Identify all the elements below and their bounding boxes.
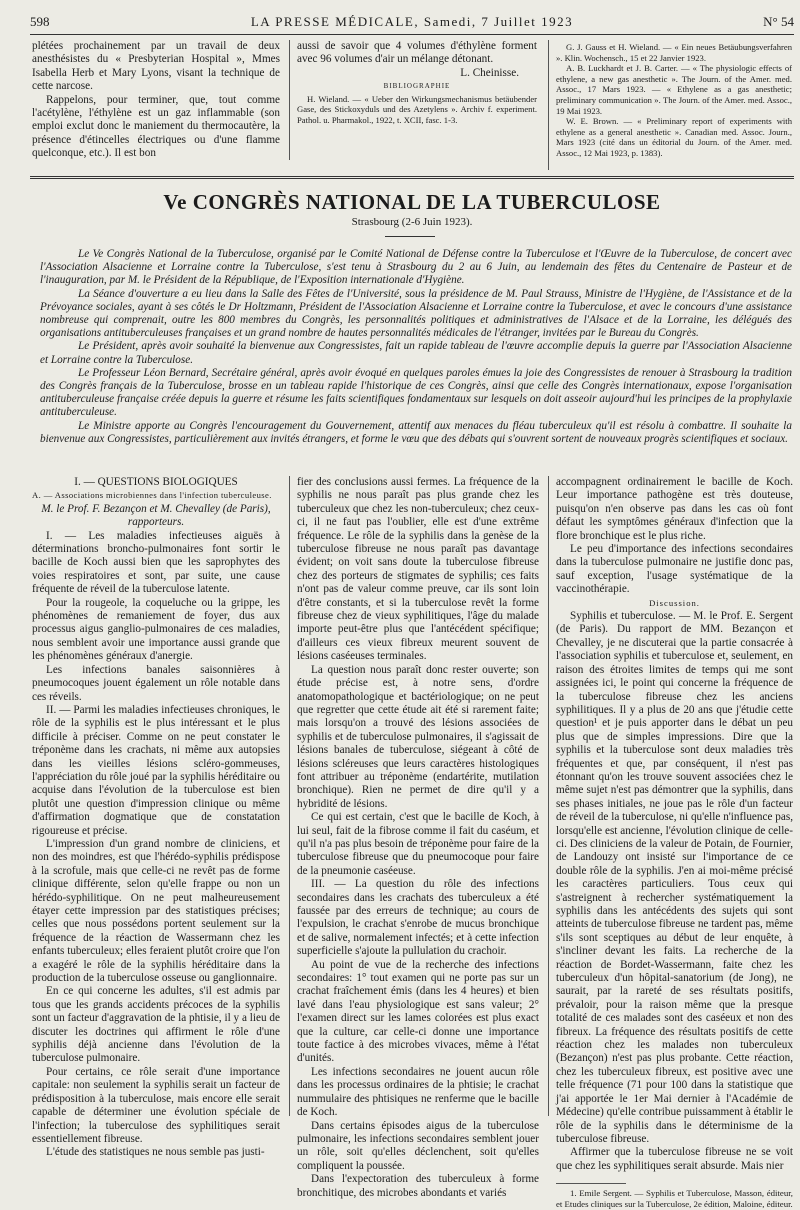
paragraph: Dans certains épisodes aigus de la tuberculose pulmonaire, les infections secondaires semblent jouer un rôle, soit qu'elles déclenchent, soit qu'elles compliquent la poussée. [297,1119,539,1172]
paragraph: accompagnent ordinairement le bacille de Koch. Leur importance pathogène est très douteuse, puisqu'on n'en observe pas dans les cas où font défaut les symptômes généraux d'infection que la flore bronchique est le plus riche. [556,476,793,542]
article-intro [40,248,792,446]
footnote: 1. Emile Sergent. — Syphilis et Tuberculose, Masson, éditeur, et Etudes cliniques sur la Tuberculose, 2e édition, Maloine, éditeur. [556,1188,793,1209]
section-heading: I. — QUESTIONS BIOLOGIQUES [74,476,238,488]
body-column-1 [32,476,280,1160]
paragraph: La question nous paraît donc rester ouverte; son étude précise est, à notre sens, d'ordre anatomopathologique et bactériologique; on ne peut que regretter que cette étude ait été si rarement faite; mais lorsqu'on a trouvé des lésions associées de syphilis et de tuberculose pulmonaires, il s'agissait de lésions banales de tuberculose, siégeant à côté de lésions scléreuses que leurs caractères histologiques font attribuer au tréponème (endartérite, mutilation bronchique). Rien ne permet de dire qu'il y a hybridité de lésions. [297,663,539,810]
subsection-heading: A. — Associations microbiennes dans l'infection tuberculeuse. [32,490,272,501]
column-divider [289,476,290,1116]
column-divider [548,476,549,1116]
paragraph: Le peu d'importance des infections secondaires dans la tuberculose pulmonaire ne justifie donc pas, sauf exception, l'usage systématique de la vaccinothérapie. [556,543,793,596]
paragraph: aussi de savoir que 4 volumes d'éthylène forment avec 96 volumes d'air un mélange détonant. [297,40,537,66]
issue-number: N° 54 [763,14,794,29]
intro-paragraph: Le Ministre apporte au Congrès l'encouragement du Gouvernement, attentif aux menaces du fléau tuberculeux qu'il est résolu à combattre. Il souhaite la bienvenue aux Congressistes, particulièrement aux invités étrangers, et forme le vœu que des débats qui s'ouvrent sortent de nouveaux progrès scientifiques et sociaux. [40,419,792,445]
intro-paragraph: Le Président, après avoir souhaité la bienvenue aux Congressistes, fait un rapide tableau de l'œuvre accomplie depuis la guerre par l'Association Alsacienne et Lorraine contre la Tuberculose. [40,340,792,366]
section-rule [30,176,794,179]
column-divider [548,40,549,170]
paragraph: Pour la rougeole, la coqueluche ou la grippe, les phénomènes de remaniement de foyer, dus aux processus aigus ganglio-pulmonaires de ces maladies, nous semblent avoir une importance aussi grande que les phénomènes généraux d'anergie. [32,596,280,663]
paragraph: Syphilis et tuberculose. — M. le Prof. E. Sergent (de Paris). Du rapport de MM. Bezançon et Chevalley, je ne discuterai que la partie consacrée à l'association syphilis et tuberculose et, seulement, en raison des étroites limites de temps qui me sont assignées ici, le point qui concerne la fréquence de la tuberculose fibreuse chez les anciens syphilitiques. Il y a plus de 20 ans que j'étudie cette question¹ et je puis apporter dans le débat un peu plus que de simples impressions. Dire que la syphilis et la tuberculose sont deux maladies très fréquentes et que, par conséquent, il n'est pas étonnant qu'on les trouve souvent associées chez le même sujet n'est pas démontrer que la syphilis, dans ses phases initiales, ne joue pas le rôle d'un facteur de réveil de la tuberculose, ni qu'elle n'influence pas, lorsqu'elle est ancienne, l'évolution clinique de celle-ci. Des cliniciens de la valeur de Potain, de Fournier, de Landouzy ont insisté sur l'importance de ce double rôle de la syphilis. J'en ai moi-même précisé les caractères particuliers. Tous ceux qui s'astreignent à rechercher systématiquement la syphilis dans les antécédents des sujets qui sont atteints de tuberculose fibreuse ne tardent pas, même s'ils sont sceptiques au début de leur enquête, à s'incliner devant les faits. La recherche de la réaction de Bordet-Wassermann, faite chez les tuberculeux d'un hôpital-sanatorium (de Jong), ne saurait, par la rareté de ses résultats positifs, prévaloir, pour la raison même que la presque totalité de ces malades sont des caséeux et non des fibreux. La fréquence des résultats positifs de cette réaction chez les malades non tuberculeux (Bezançon) n'est pas plus probante. Cette réaction, chez les tuberculeux fibreux, est positive avec une telle fréquence (71 pour 100 dans la statistique que j'ai apportée le 1er Mai dernier à l'Académie de Médecine) qu'elle contribue puissamment à établir le rôle de la syphilis dans le déterminisme de la tuberculose fibreuse. [556,610,793,1145]
top-column-3 [556,42,792,159]
paragraph: III. — La question du rôle des infections secondaires dans les crachats des tuberculeux a été faussée par des erreurs de technique; au cours de l'expulsion, le crachat s'enrobe de mucus bronchique et de salive, normalement infectés; et à cette infection superficielle s'ajoute la pullulation du crachoir. [297,878,539,958]
header-rule [30,34,794,35]
running-header [30,14,794,34]
bibliography-title: BIBLIOGRAPHIE [383,82,451,91]
paragraph: plétées prochainement par un travail de deux anesthésistes du « Presbyterian Hospital », Mmes Isabella Herb et Mary Lyons, visant la technique de cette narcose. [32,40,280,93]
body-column-2 [297,476,539,1200]
paragraph: Dans l'expectoration des tuberculeux à forme bronchitique, des microbes abondants et variés [297,1173,539,1199]
paragraph: L'étude des statistiques ne nous semble pas justi- [46,1146,265,1159]
rapporteurs: M. le Prof. F. Bezançon et M. Chevalley (de Paris), rapporteurs. [41,502,271,529]
footnote-rule [556,1183,626,1184]
article-subtitle: Strasbourg (2-6 Juin 1923). [351,216,473,228]
reference: W. E. Brown. — « Preliminary report of experiments with ethylene as a general anesthetic ». Canadian med. Assoc. Journ., Mars 1923 (cité dans un éditorial du Journ. of the Amer. med. Assoc., 12 Mai 1923, p. 1383). [556,116,792,158]
reference: G. J. Gauss et H. Wieland. — « Ein neues Betäubungsverfahren ». Klin. Wochensch., 15 et 22 Janvier 1923. [556,42,792,63]
journal-title: LA PRESSE MÉDICALE, Samedi, 7 Juillet 1923 [250,14,574,29]
paragraph: Ce qui est certain, c'est que le bacille de Koch, à lui seul, fait de la fibrose comme il fait du caséum, et qu'il n'a pas plus besoin de tréponème pour faire de la tuberculose fibreuse que du pneumocoque pour faire de la pneumonie caséeuse. [297,811,539,877]
reference: A. B. Luckhardt et J. B. Carter. — « The physiologic effects of ethylene, a new gas anesthetic ». The Journ. of the Amer. med. Assoc., 17 Mars 1923. — « Ethylene as a gas anesthetic; preliminary communication ». The Journ. of the Amer. med. Assoc., 19 Mai 1923. [556,63,792,116]
top-column-1 [32,40,280,161]
paragraph: Pour certains, ce rôle serait d'une importance capitale: non seulement la syphilis serait un facteur de prédisposition à la tuberculose, mais encore elle serait capable de déterminer une évolution spéciale de l'infection; la tuberculose des syphilitiques serait essentiellement fibreuse. [32,1065,280,1145]
paragraph: II. — Parmi les maladies infectieuses chroniques, le rôle de la syphilis est le plus intéressant et le plus difficile à préciser. Comme on ne peut constater le tréponème dans les crachats, ni même aux autopsies dans les vieilles lésions scléro-gommeuses, l'appréciation du rôle joué par la syphilis héréditaire ou acquise dans l'évolution de la tuberculose est bien plutôt une question d'impression clinique ou même d'affirmation dogmatique que de constatation rigoureuse et précise. [32,703,280,837]
page-number: 598 [30,14,50,29]
top-column-2 [297,40,537,125]
paragraph: L'impression d'un grand nombre de cliniciens, et non des moindres, est que l'hérédo-syphilis prédispose à la scrofule, mais que celle-ci ne revêt pas de forme clinique différente, selon qu'elle frappe ou non un hérédo-syphilitique. On ne peut malheureusement étayer cette impression par des statistiques précises; celles que nous possédons portent seulement sur la fréquence de la réaction de Wassermann chez les enfants tuberculeux; elles feraient plutôt croire que l'on a exagéré le rôle de la syphilis héréditaire dans la production de la tuberculose osseuse ou ganglionnaire. [32,837,280,985]
paragraph: Rappelons, pour terminer, que, tout comme l'acétylène, l'éthylène est un gaz inflammable (son emploi exclut donc le maniement du thermocautère, la présence d'étincelles électriques ou d'une flamme quelconque, etc.). Il est bon [32,93,280,160]
paragraph: En ce qui concerne les adultes, s'il est admis par tous que les grands accidents précoces de la syphilis sont un facteur d'aggravation de la phtisie, il y a lieu de discuter les doctrines qui affirment le rôle d'une syphilis déjà ancienne dans l'évolution de la tuberculose pulmonaire. [32,985,280,1065]
column-divider [289,40,290,160]
paragraph: Les infections secondaires ne jouent aucun rôle dans les processus ordinaires de la phtisie; le crachat nummulaire des phtisiques ne renferme que le bacille de Koch. [297,1065,539,1119]
intro-paragraph: La Séance d'ouverture a eu lieu dans la Salle des Fêtes de l'Université, sous la présidence de M. Paul Strauss, Ministre de l'Hygiène, de l'Assistance et de la Prévoyance sociales, ayant à ses côtés le Dr Holtzmann, Président de l'Association Alsacienne et Lorraine contre la Tuberculose, et avec le concours d'une assistance nombreuse qui comprenait, outre les 800 membres du Congrès, les personnalités politiques et administratives de l'Alsace et de la Lorraine, les délégués des organisations antituberculeuses françaises et un grand nombre de hautes personnalités médicales de l'étranger, invitées par le Bureau du Congrès. [40,287,792,340]
body-column-3 [556,476,793,1210]
paragraph: Les infections banales saisonnières à pneumocoques jouent également un rôle notable dans ces réveils. [32,663,280,703]
paragraph: Affirmer que la tuberculose fibreuse ne se voit que chez les syphilitiques serait absurde. Mais nier [556,1146,793,1172]
signature: L. Cheinisse. [460,66,519,79]
paragraph: I. — Les maladies infectieuses aiguës à déterminations broncho-pulmonaires font sortir le bacille de Koch aussi bien que les saprophytes des voies respiratoires et sont, par suite, une cause fréquente de réveil de la tuberculose latente. [32,529,280,596]
paragraph: Au point de vue de la recherche des infections secondaires: 1° tout examen qui ne porte pas sur un crachat fraîchement émis (dans les 4 heures) et bien lavé dans l'eau physiologique est sans valeur; 2° l'examen direct sur les lames colorées est plus exact que la culture, car celle-ci donne une importance toute factice à des microbes vivaces, même à l'état d'unités. [297,958,539,1065]
title-rule [385,236,435,237]
intro-paragraph: Le Professeur Léon Bernard, Secrétaire général, après avoir évoqué en quelques paroles émues la joie des Congressistes de renouer à Strasbourg la tradition des Congrès français de la Tuberculose, brosse en un tableau rapide l'historique de ces Congrès, ainsi que celle des Congrès internationaux, expose l'organisation antituberculeuse française créée depuis la guerre et résume les faits scientifiques fondamentaux sur lesquels on doit asseoir aujourd'hui les principes de la prophylaxie antituberculeuse. [40,366,792,419]
intro-paragraph: Le Ve Congrès National de la Tuberculose, organisé par le Comité National de Défense contre la Tuberculose et l'Œuvre de la Tuberculose, de concert avec l'Association Alsacienne et Lorraine contre la Tuberculose, s'est tenu à Strasbourg du 2 au 6 Juin, au lendemain des fêtes du Centenaire de Pasteur et de l'inauguration, par M. le Président de la République, de l'Exposition internationale d'Hygiène. [40,248,792,287]
paragraph: fier des conclusions aussi fermes. La fréquence de la syphilis ne nous paraît pas plus grande chez les tuberculeux que chez les non-tuberculeux; chez ceux-ci, il ne faut pas l'oublier, elle est d'une extrême fréquence. Le rôle de la syphilis dans la genèse de la tuberculose fibreuse ne nous paraît pas davantage évident; on voit sans doute la tuberculose fibreuse chez des porteurs de stigmates de syphilis; ces faits n'ont pas de valeur comme preuve, car ils sont loin d'être constants, et si la tuberculose revêt la forme fibreuse chez de vieux syphilitiques, l'âge du malade importe peut-être plus que l'antécédent spécifique; d'ailleurs ces vieux fibreux meurent souvent de lésions caséeuses terminales. [297,476,539,663]
article-title: Ve CONGRÈS NATIONAL DE LA TUBERCULOSE [163,190,661,214]
discussion-heading: Discussion. [649,597,700,608]
reference: H. Wieland. — « Ueber den Wirkungsmechanismus betäubender Gase, des Stickoxyduls und des Azetylens ». Archiv f. experiment. Pathol. u. Pharmakol., 1922, t. XCII, fasc. 1-3. [297,93,537,125]
